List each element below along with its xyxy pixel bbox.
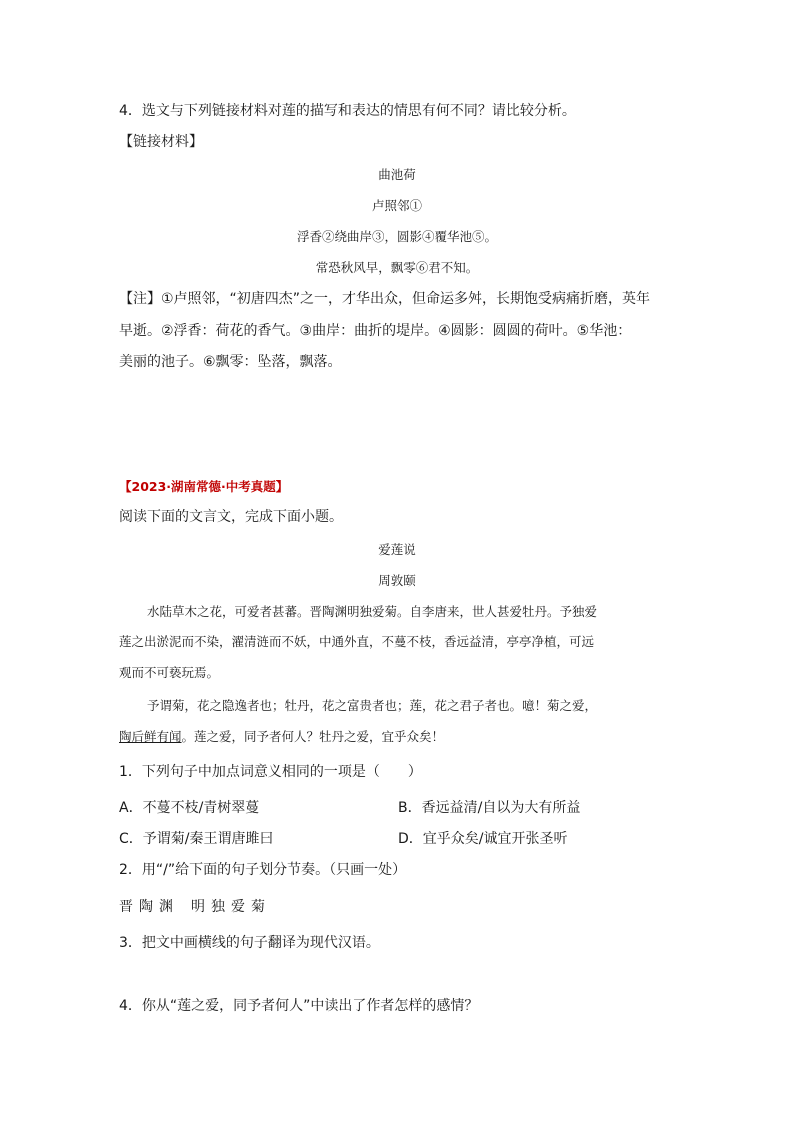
essay-author: 周敦颐 (378, 573, 416, 588)
question-1-option-d: D．宜乎众矣/诚宜开张圣听 (398, 831, 568, 847)
essay-paragraph-1-line-2: 莲之出淤泥而不染，濯清涟而不妖，中通外直，不蔓不枝，香远益清，亭亭净植，可远 (119, 634, 595, 649)
question-1-option-b: B．香远益清/自以为大有所益 (398, 800, 581, 816)
question-1-option-c: C．予谓菊/秦王谓唐雎曰 (119, 831, 274, 847)
essay-paragraph-1-line-1: 水陆草木之花，可爱者甚蕃。晋陶渊明独爱菊。自李唐来，世人甚爱牡丹。予独爱 (147, 604, 598, 619)
poem-author: 卢照邻① (371, 198, 422, 213)
sentence-part-2: 明独爱菊 (191, 899, 271, 915)
notes-line-2: 早逝。②浮香：荷花的香气。③曲岸：曲折的堤岸。④圆影：圆圆的荷叶。⑤华池： (119, 323, 632, 339)
question-4-top: 4．选文与下列链接材料对莲的描写和表达的情思有何不同？请比较分析。 (119, 103, 576, 119)
question-1-stem: 1．下列句子中加点词意义相同的一项是（ ） (119, 764, 422, 780)
poem-title: 曲池荷 (378, 167, 416, 182)
poem-line-1: 浮香②绕曲岸③，圆影④覆华池⑤。 (296, 229, 497, 244)
reading-instruction: 阅读下面的文言文，完成下面小题。 (119, 509, 343, 525)
sentence-part-1: 晋陶渊 (119, 899, 179, 915)
essay-title: 爱莲说 (378, 542, 416, 557)
essay-paragraph-2-line-2-rest: 。莲之爱，同予者何人？牡丹之爱，宜乎众矣！ (181, 729, 445, 744)
notes-line-1: 【注】①卢照邻，“初唐四杰”之一，才华出众，但命运多舛，长期饱受病痛折磨，英年 (119, 291, 651, 307)
question-2-stem: 2．用“/”给下面的句子划分节奏。（只画一处） (119, 862, 407, 878)
essay-paragraph-1-line-3: 观而不可亵玩焉。 (119, 665, 220, 680)
question-4-bottom: 4．你从“莲之爱，同予者何人”中读出了作者怎样的感情？ (119, 998, 479, 1014)
question-3: 3．把文中画横线的句子翻译为现代汉语。 (119, 935, 380, 951)
essay-paragraph-2-line-1: 予谓菊，花之隐逸者也；牡丹，花之富贵者也；莲，花之君子者也。噫！菊之爱， (147, 698, 598, 713)
notes-line-3: 美丽的池子。⑥飘零：坠落，飘落。 (119, 354, 342, 370)
underlined-sentence: 陶后鲜有闻 (119, 729, 182, 744)
question-2-sentence (119, 897, 271, 917)
section-tag: 【2023·湖南常德·中考真题】 (119, 479, 289, 494)
essay-paragraph-2-line-2 (119, 727, 444, 747)
poem-line-2: 常恐秋风早，飘零⑥君不知。 (315, 260, 479, 275)
question-1-option-a: A．不蔓不枝/青树翠蔓 (119, 800, 260, 816)
link-material-label: 【链接材料】 (119, 134, 203, 150)
